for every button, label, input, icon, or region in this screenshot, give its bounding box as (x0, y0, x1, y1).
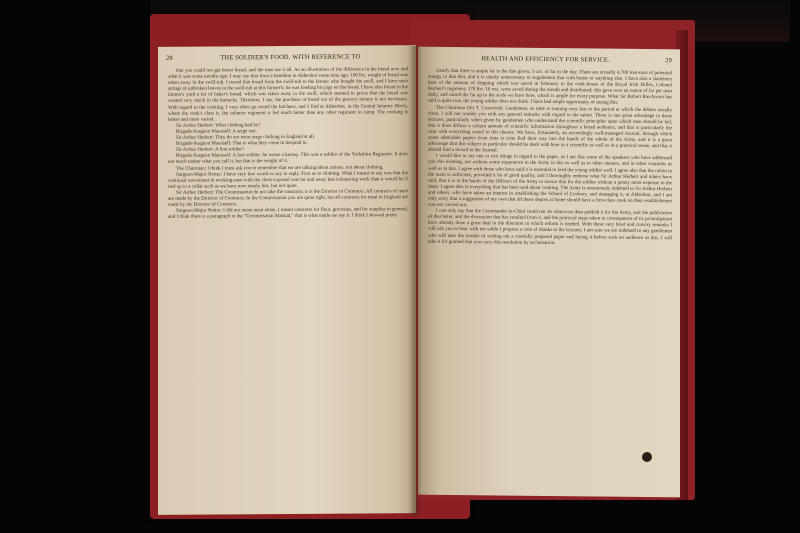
left-page (158, 45, 416, 515)
paragraph: Sir Arthur Herbert: A line soldier? (176, 147, 245, 153)
book-gutter (408, 46, 422, 516)
paragraph: Brigade-Surgeon Maunsell: A line soldier: he wears a kersey. This was a soldier of the Yorkshire Regiment. It does not much matter what you call it, but that is the weight of it. (168, 152, 408, 166)
right-running-head (426, 55, 672, 65)
paragraph: Sir Arthur Herbert: The Commissariat do not take the contracts; it is the Director of Contracts. All contracts of meat are made by the Director of Contracts. In the Commissariat you are quite right, but all contracts for meat in England are made by the Director of Contracts. (168, 189, 408, 208)
paragraph: clearly that there is ample fat in the diet given, 3 ozs. of fat in the day. There are actually 4,700 foot-tons of potential energy in that diet, and it is utterly unnecessary to supplement that with butter or anything else. I have also a statement here of the amount of dripping which was saved in February in the cook-house of the Royal Irish Rifles, Colonel Burnett's regiment; 378 lbs. 10 ozs. were saved during the month and distributed; this gave over an ounce of fat per man daily, and raised the fat up to the scale we have here, which is ample for every purpose. What Sir Robert Rawlinson has said is quite true, the young soldier does not drink. I have had ample opportunity of seeing this. (428, 68, 672, 107)
paragraph: I can only say that the Commander-in-Chief could not do otherwise than publish it for the Army, and the publication of that letter, and the discussion that has resulted from it, and the practical steps taken in consequence of its promulgation have already done a great deal in the direction in which reform is needed. With these very brief and cursory remarks I will ask you to bear with me while I propose a vote of thanks to the lecturer. I am sure we are indebted to any gentleman who will take the trouble of writing out a carefully prepared paper and laying it before such an audience as this. I will take it for granted that you carry this resolution by acclamation. (428, 208, 672, 246)
paragraph: Surgeon-Major Notter: I did not mean meat alone, I meant contracts for flour, groceries, and for supplies in general, and I think there is a paragraph in the "Commissariat Manual," that is what made me say it. I think I showed pretty (168, 207, 408, 221)
right-page (418, 47, 680, 498)
right-running-title: HEALTH AND EFFICIENCY FOR SERVICE. (481, 55, 610, 64)
right-body-text (428, 69, 672, 492)
paragraph: that you could not get better bread, and the men eat it all. As an illustration of the difference in the bread now and what it was some months ago, I may say that from a battalion in Aldershot some time ago, 100 lbs. weight of bread was taken away in the swill-tub. I traced that bread from the swill-tub to the farmer who bought the swill, and I have seen strings of unbroken loaves in the swill-tub at this farmer's; he was feeding his pigs on the bread. I have also found in the farmer's yard a lot of baker's bread, which was taken away in the swill, which seemed to prove that the bread was wasted very much in the barracks. Therefore, I say, the purchase of bread out of the grocery money is not necessary. With regard to the cooking, I very often go round the kitchens, and I find at Aldershot, in the Central Infantry Block, where the cook's class is, the infantry regiment is fed much better than any other regiment in camp. The cooking is better and more varied. (168, 67, 409, 123)
left-body-text (168, 67, 408, 509)
paragraph: Sir Arthur Herbert: They do not wear serge clothing in England at all. (176, 134, 316, 141)
paragraph: The Chairman: I think I must ask you to remember that we are talking about rations, not about clothing. (176, 164, 384, 172)
left-page-number: 28 (166, 54, 173, 62)
paragraph: I would like to say one or two things in regard to the paper, as I am like some of the speakers who have addressed you this evening, not without some experience in the Army in this as well as in other matters, and in other countries as well as in this. I agree with those who have said it is essential to feed the young soldier well. I agree also that the ration in the main is sufficient, provided it be of good quality, and I thoroughly endorse what Sir Arthur Herbert and others have said, that it is in the hands of the Officers of the Army to secure that for the soldier without a penny more expense to the State. I agree also in everything that has been said about cooking. The Army is enormously indebted to Sir Arthur Herbert and others, who have taken an interest in establishing the School of Cookery, and managing it, at Aldershot, and I am only sorry that a suggestion of my own that all these depots at home should have a first-class cook on their establishment was not carried out. (428, 154, 672, 209)
left-running-title: THE SOLDIER'S FOOD, WITH REFERENCE TO (220, 53, 361, 62)
paragraph: Surgeon-Major Notter: I have very few words to say in reply. First as to clothing. What I meant to say was that the continual movement in working-men with the chest exposed was far and away less exhausting work than it would be if tied up in a collar such as we have now nearly lost, but not quite. (168, 170, 408, 190)
paragraph: The Chairman (Sir T. Crawford): Gentlemen, as time is running very fast to the period at which the debate usually close, I will not trouble you with any general remarks with regard to the ration. There is one great advantage in these lectures, particularly when given by gentlemen who understand the scientific principles upon which men should be fed, that it does diffuse a certain amount of scientific information throughout a broad audience, and that is particularly the case with everything stated in this theatre. We have, fortunately, an exceedingly well-managed Journal, through which some admirable papers from time to time find their way into the hands of the whole of the Army, and it is a great advantage that this subject in particular should be dealt with here in a scientific as well as in a practical sense, and that it should find a record in the Journal. (428, 105, 672, 154)
paragraph: Brigade-Surgeon Maunsell: That is what they come to hospital in. (176, 140, 308, 147)
paragraph: Sir Arthur Herbert: What clothing had he? (176, 123, 261, 129)
ink-spot (642, 452, 652, 462)
paragraph: Brigade-Surgeon Maunsell: A serge suit. (176, 129, 258, 135)
left-running-head (166, 53, 408, 62)
right-page-number: 29 (665, 57, 672, 65)
